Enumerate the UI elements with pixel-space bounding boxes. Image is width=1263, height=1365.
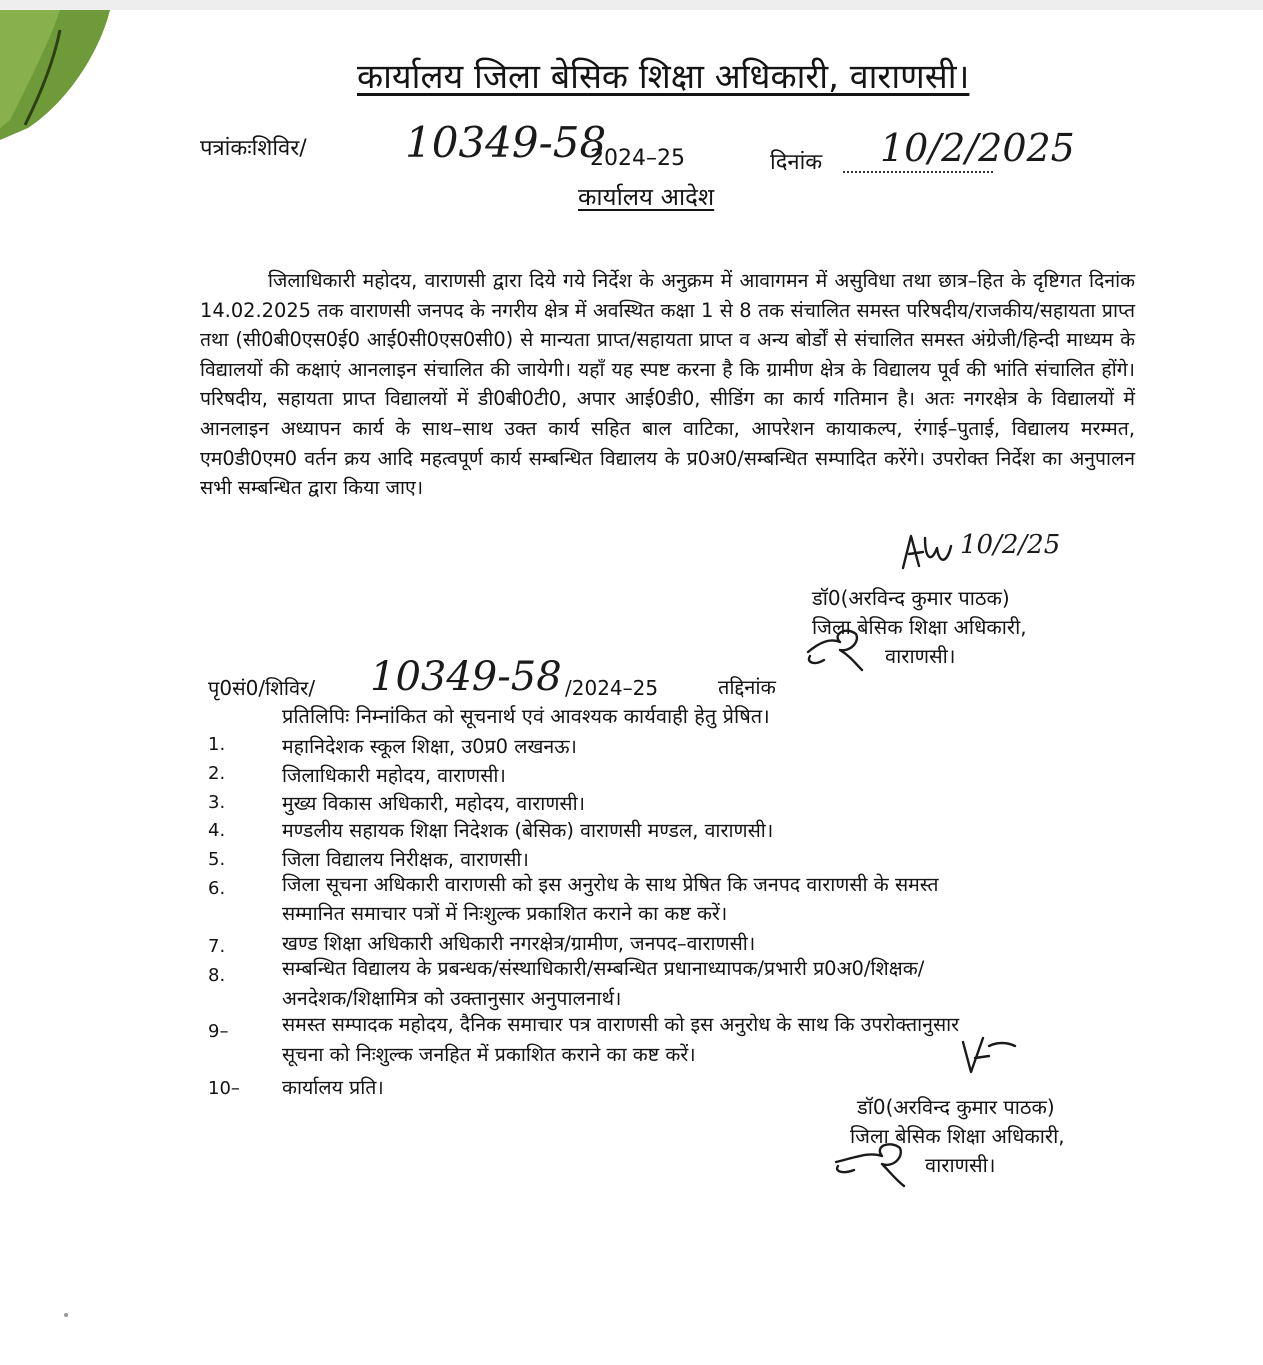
- list-item-number: 3.: [208, 792, 226, 813]
- list-item-number: 5.: [208, 849, 226, 870]
- signatory-place-2: वाराणसी।: [925, 1153, 996, 1177]
- order-title: कार्यालय आदेश: [578, 183, 715, 211]
- list-item: महानिदेशक स्कूल शिक्षा, उ0प्र0 लखनऊ।: [282, 735, 577, 758]
- date-label: दिनांक: [770, 150, 823, 175]
- list-item: जिलाधिकारी महोदय, वाराणसी।: [282, 764, 506, 787]
- list-item: कार्यालय प्रति।: [282, 1076, 384, 1099]
- list-item-continuation: सूचना को निःशुल्क जनहित में प्रकाशित कराने का कष्ट करें।: [282, 1043, 696, 1066]
- signatory-designation-1: जिला बेसिक शिक्षा अधिकारी,: [812, 615, 1027, 639]
- signature-mark-2-icon: [955, 1032, 1025, 1082]
- list-item-continuation: सम्मानित समाचार पत्रों में निःशुल्क प्रकाशित कराने का कष्ट करें।: [282, 902, 728, 925]
- list-item: मुख्य विकास अधिकारी, महोदय, वाराणसी।: [282, 792, 586, 815]
- order-paragraph-text: जिलाधिकारी महोदय, वाराणसी द्वारा दिये गये निर्देश के अनुक्रम में आवागमन में असुविधा तथा छात्र–हित के दृष्टिगत दिनांक 14.02.2025 तक वाराणसी जनपद के नगरीय क्षेत्र में अवस्थित कक्षा 1 से 8 तक संचालित समस्त परिषदीय/राजकीय/सहायता प्राप्त तथा (सी0बी0एस0ई0 आई0सी0एस0सी0) से मान्यता प्राप्त/सहायता प्राप्त व अन्य बोर्डों से संचालित समस्त अंग्रेजी/हिन्दी माध्यम के विद्यालयों की कक्षाएं आनलाइन संचालित की जायेगी। यहाँ यह स्पष्ट करना है कि ग्रामीण क्षेत्र के विद्यालय पूर्व की भांति संचालित होंगे। परिषदीय, सहायता प्राप्त विद्यालयों में डी0बी0टी0, अपार आई0डी0, सीडिंग का कार्य गतिमान है। अतः नगरक्षेत्र के विद्यालयों में आनलाइन अध्यापन कार्य के साथ–साथ उक्त कार्य सहित बाल वाटिका, आपरेशन कायाकल्प, रंगाई–पुताई, विद्यालय मरम्मत, एम0डी0एम0 वर्तन क्रय आदि महत्वपूर्ण कार्य सम्बन्धित विद्यालय के प्र0अ0/सम्बन्धित सम्पादित करेंगे। उपरोक्त निर्देश का अनुपालन सभी सम्बन्धित द्वारा किया जाए।: [200, 269, 1135, 500]
- leaf-decoration-icon: [0, 0, 140, 140]
- list-item-number: 9–: [208, 1021, 229, 1042]
- scan-dot: [64, 1313, 68, 1317]
- list-item: खण्ड शिक्षा अधिकारी अधिकारी नगरक्षेत्र/ग्रामीण, जनपद–वाराणसी।: [282, 932, 756, 955]
- copy-ref-prefix: पृ0सं0/शिविर/: [208, 676, 316, 700]
- signatory-name-1: डॉ0(अरविन्द कुमार पाठक): [812, 586, 1010, 610]
- list-item-number: 4.: [208, 820, 226, 841]
- order-paragraph: [200, 266, 1135, 503]
- list-item-number: 6.: [208, 878, 226, 899]
- list-item: जिला विद्यालय निरीक्षक, वाराणसी।: [282, 848, 529, 871]
- copy-ref-number: 10349-58: [370, 654, 562, 700]
- copy-date-label: तद्दिनांक: [718, 675, 776, 699]
- signatory-name-2: डॉ0(अरविन्द कुमार पाठक): [857, 1095, 1055, 1119]
- list-item-number: 10–: [208, 1078, 240, 1099]
- list-item-number: 2.: [208, 763, 226, 784]
- list-item-number: 1.: [208, 734, 226, 755]
- initials-date: 10/2/25: [960, 530, 1061, 560]
- top-margin-strip: [0, 0, 1263, 10]
- list-item-number: 8.: [208, 965, 226, 986]
- office-title: कार्यालय जिला बेसिक शिक्षा अधिकारी, वाराणसी।: [357, 57, 970, 97]
- signature-mark-1-icon: [895, 528, 965, 578]
- copy-ref-year: /2024–25: [565, 676, 659, 700]
- letter-ref-prefix: पत्रांकःशिविर/: [200, 136, 307, 161]
- copy-intro: प्रतिलिपिः निम्नांकित को सूचनार्थ एवं आवश्यक कार्यवाही हेतु प्रेषित।: [282, 704, 770, 728]
- list-item-number: 7.: [208, 936, 226, 957]
- date-handwritten: 10/2/2025: [880, 126, 1075, 170]
- list-item: मण्डलीय सहायक शिक्षा निदेशक (बेसिक) वाराणसी मण्डल, वाराणसी।: [282, 819, 774, 842]
- letter-ref-year: 2024–25: [590, 146, 685, 171]
- signatory-designation-2: जिला बेसिक शिक्षा अधिकारी,: [850, 1124, 1065, 1148]
- list-item: सम्बन्धित विद्यालय के प्रबन्धक/संस्थाधिकारी/सम्बन्धित प्रधानाध्यापक/प्रभारी प्र0अ0/शिक्षक/: [282, 957, 925, 980]
- letter-ref-number: 10349-58: [405, 118, 607, 167]
- signature-scribble-2-icon: [830, 1130, 930, 1190]
- list-item: समस्त सम्पादक महोदय, दैनिक समाचार पत्र वाराणसी को इस अनुरोध के साथ कि उपरोक्तानुसार: [282, 1013, 960, 1036]
- list-item-continuation: अनदेशक/शिक्षामित्र को उक्तानुसार अनुपालनार्थ।: [282, 987, 622, 1010]
- list-item: जिला सूचना अधिकारी वाराणसी को इस अनुरोध के साथ प्रेषित कि जनपद वाराणसी के समस्त: [282, 873, 939, 896]
- signatory-place-1: वाराणसी।: [885, 644, 956, 668]
- signature-scribble-1-icon: [800, 612, 880, 672]
